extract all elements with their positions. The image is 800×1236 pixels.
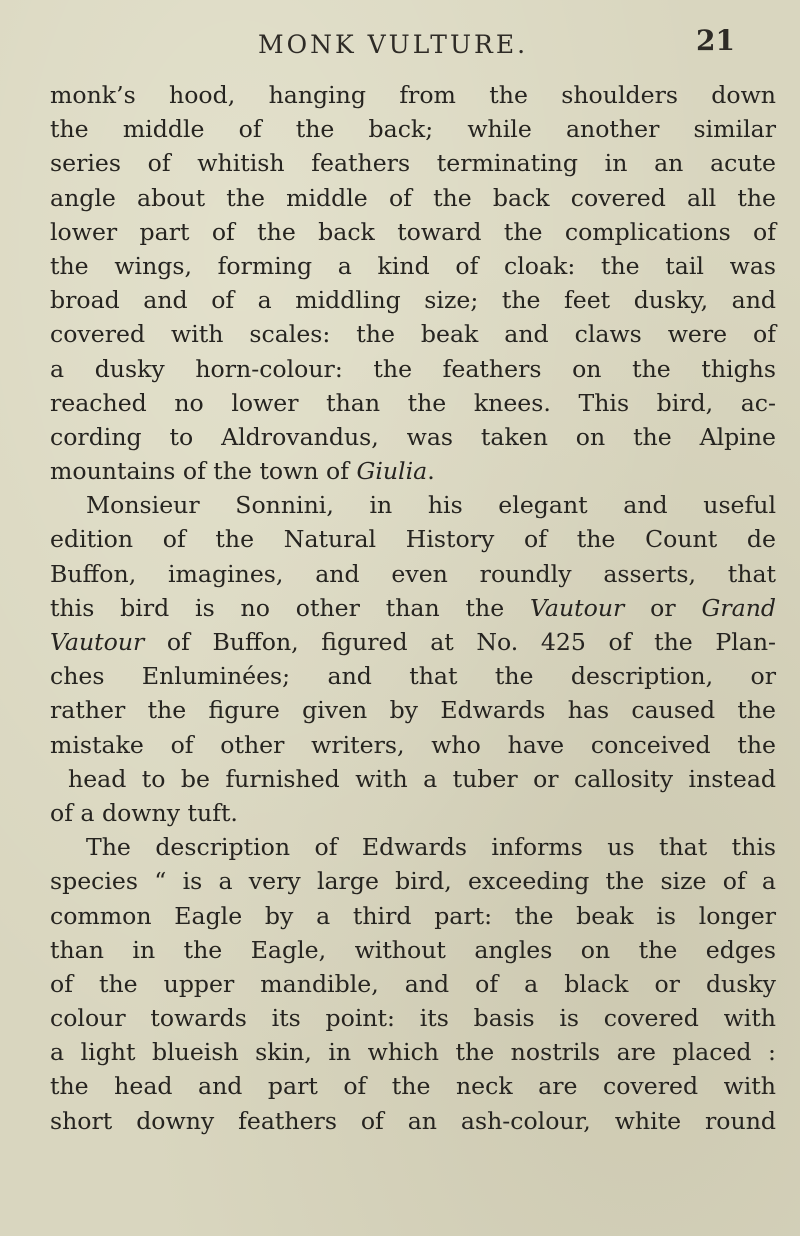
text-run: angle about the middle of the back covered all the bbox=[50, 183, 776, 212]
text-run: of Buffon, figured at No. 425 of the Plan- bbox=[144, 628, 776, 656]
text-run: Monsieur Sonnini, in his elegant and useful bbox=[86, 491, 776, 520]
italic-text: Giulia bbox=[356, 457, 428, 486]
text-run: . bbox=[427, 457, 435, 486]
text-line bbox=[50, 420, 776, 454]
text-line bbox=[50, 215, 776, 249]
text-line bbox=[50, 1069, 776, 1103]
text-line bbox=[50, 830, 776, 864]
page-number: 21 bbox=[696, 24, 735, 57]
text-run: Buffon, imagines, and even roundly asserts, that bbox=[50, 559, 776, 588]
text-run: common Eagle by a third part: the beak is longer bbox=[50, 901, 776, 930]
text-run: monk’s hood, hanging from the shoulders down bbox=[50, 81, 776, 109]
text-line bbox=[50, 78, 776, 112]
text-run: lower part of the back toward the complications of bbox=[50, 217, 776, 246]
text-run: The description of Edwards informs us that this bbox=[86, 833, 776, 862]
text-run: covered with scales: the beak and claws were of bbox=[50, 320, 776, 349]
text-line bbox=[50, 352, 776, 386]
text-line bbox=[50, 1001, 776, 1035]
text-line bbox=[50, 864, 776, 898]
text-run: than in the Eagle, without angles on the edges bbox=[50, 935, 776, 964]
text-run: of the upper mandible, and of a black or dusky bbox=[50, 969, 776, 998]
text-line bbox=[50, 933, 776, 967]
running-head: MONK VULTURE. bbox=[258, 30, 529, 59]
text-run: this bird is no other than the bbox=[50, 593, 531, 622]
text-line bbox=[50, 249, 776, 283]
text-line bbox=[50, 146, 776, 180]
text-run: a light blueish skin, in which the nostrils are placed : bbox=[50, 1038, 776, 1067]
text-line bbox=[50, 283, 776, 317]
text-run: head to be furnished with a tuber or callosity instead bbox=[68, 764, 776, 793]
text-line bbox=[50, 454, 776, 488]
text-line bbox=[50, 899, 776, 933]
text-run: short downy feathers of an ash-colour, white round bbox=[50, 1106, 776, 1135]
text-run: the middle of the back; while another similar bbox=[50, 115, 776, 144]
italic-text: Vautour bbox=[50, 628, 145, 656]
text-line bbox=[50, 386, 776, 420]
text-line bbox=[50, 557, 776, 591]
text-line bbox=[50, 728, 776, 762]
text-line bbox=[50, 488, 776, 522]
text-line bbox=[50, 693, 776, 727]
text-run: mistake of other writers, who have conceived the bbox=[50, 730, 776, 759]
italic-text: Vautour bbox=[530, 593, 625, 622]
text-run: mountains of the town of bbox=[50, 457, 357, 486]
text-run: the head and part of the neck are covered with bbox=[50, 1072, 776, 1101]
text-line bbox=[50, 625, 776, 659]
text-line bbox=[50, 967, 776, 1001]
text-run: series of whitish feathers terminating in an acute bbox=[50, 149, 776, 178]
text-run: ches Enluminées; and that the description, or bbox=[50, 662, 776, 691]
text-run: or bbox=[624, 593, 702, 622]
text-line bbox=[50, 181, 776, 215]
text-run: cording to Aldrovandus, was taken on the Alpine bbox=[50, 422, 776, 451]
text-run: colour towards its point: its basis is covered with bbox=[50, 1004, 776, 1033]
text-line bbox=[50, 796, 776, 830]
text-run: broad and of a middling size; the feet dusky, and bbox=[50, 286, 776, 315]
text-run: reached no lower than the knees. This bird, ac- bbox=[50, 388, 776, 417]
text-line bbox=[50, 659, 776, 693]
body-text bbox=[50, 78, 776, 1138]
text-line bbox=[50, 317, 776, 351]
text-run: species “ is a very large bird, exceeding the size of a bbox=[50, 867, 776, 896]
text-line bbox=[50, 112, 776, 146]
text-line bbox=[50, 1035, 776, 1069]
text-line bbox=[50, 522, 776, 556]
page-header bbox=[0, 22, 800, 62]
text-run: a dusky horn-colour: the feathers on the thighs bbox=[50, 354, 776, 383]
text-line bbox=[50, 1104, 776, 1138]
text-run: edition of the Natural History of the Count de bbox=[50, 525, 776, 554]
text-run: of a downy tuft. bbox=[50, 798, 238, 827]
italic-text: Grand bbox=[701, 593, 776, 622]
text-line bbox=[50, 591, 776, 625]
text-run: the wings, forming a kind of cloak: the tail was bbox=[50, 251, 776, 280]
text-line bbox=[50, 762, 776, 796]
text-run: rather the figure given by Edwards has caused the bbox=[50, 696, 776, 725]
